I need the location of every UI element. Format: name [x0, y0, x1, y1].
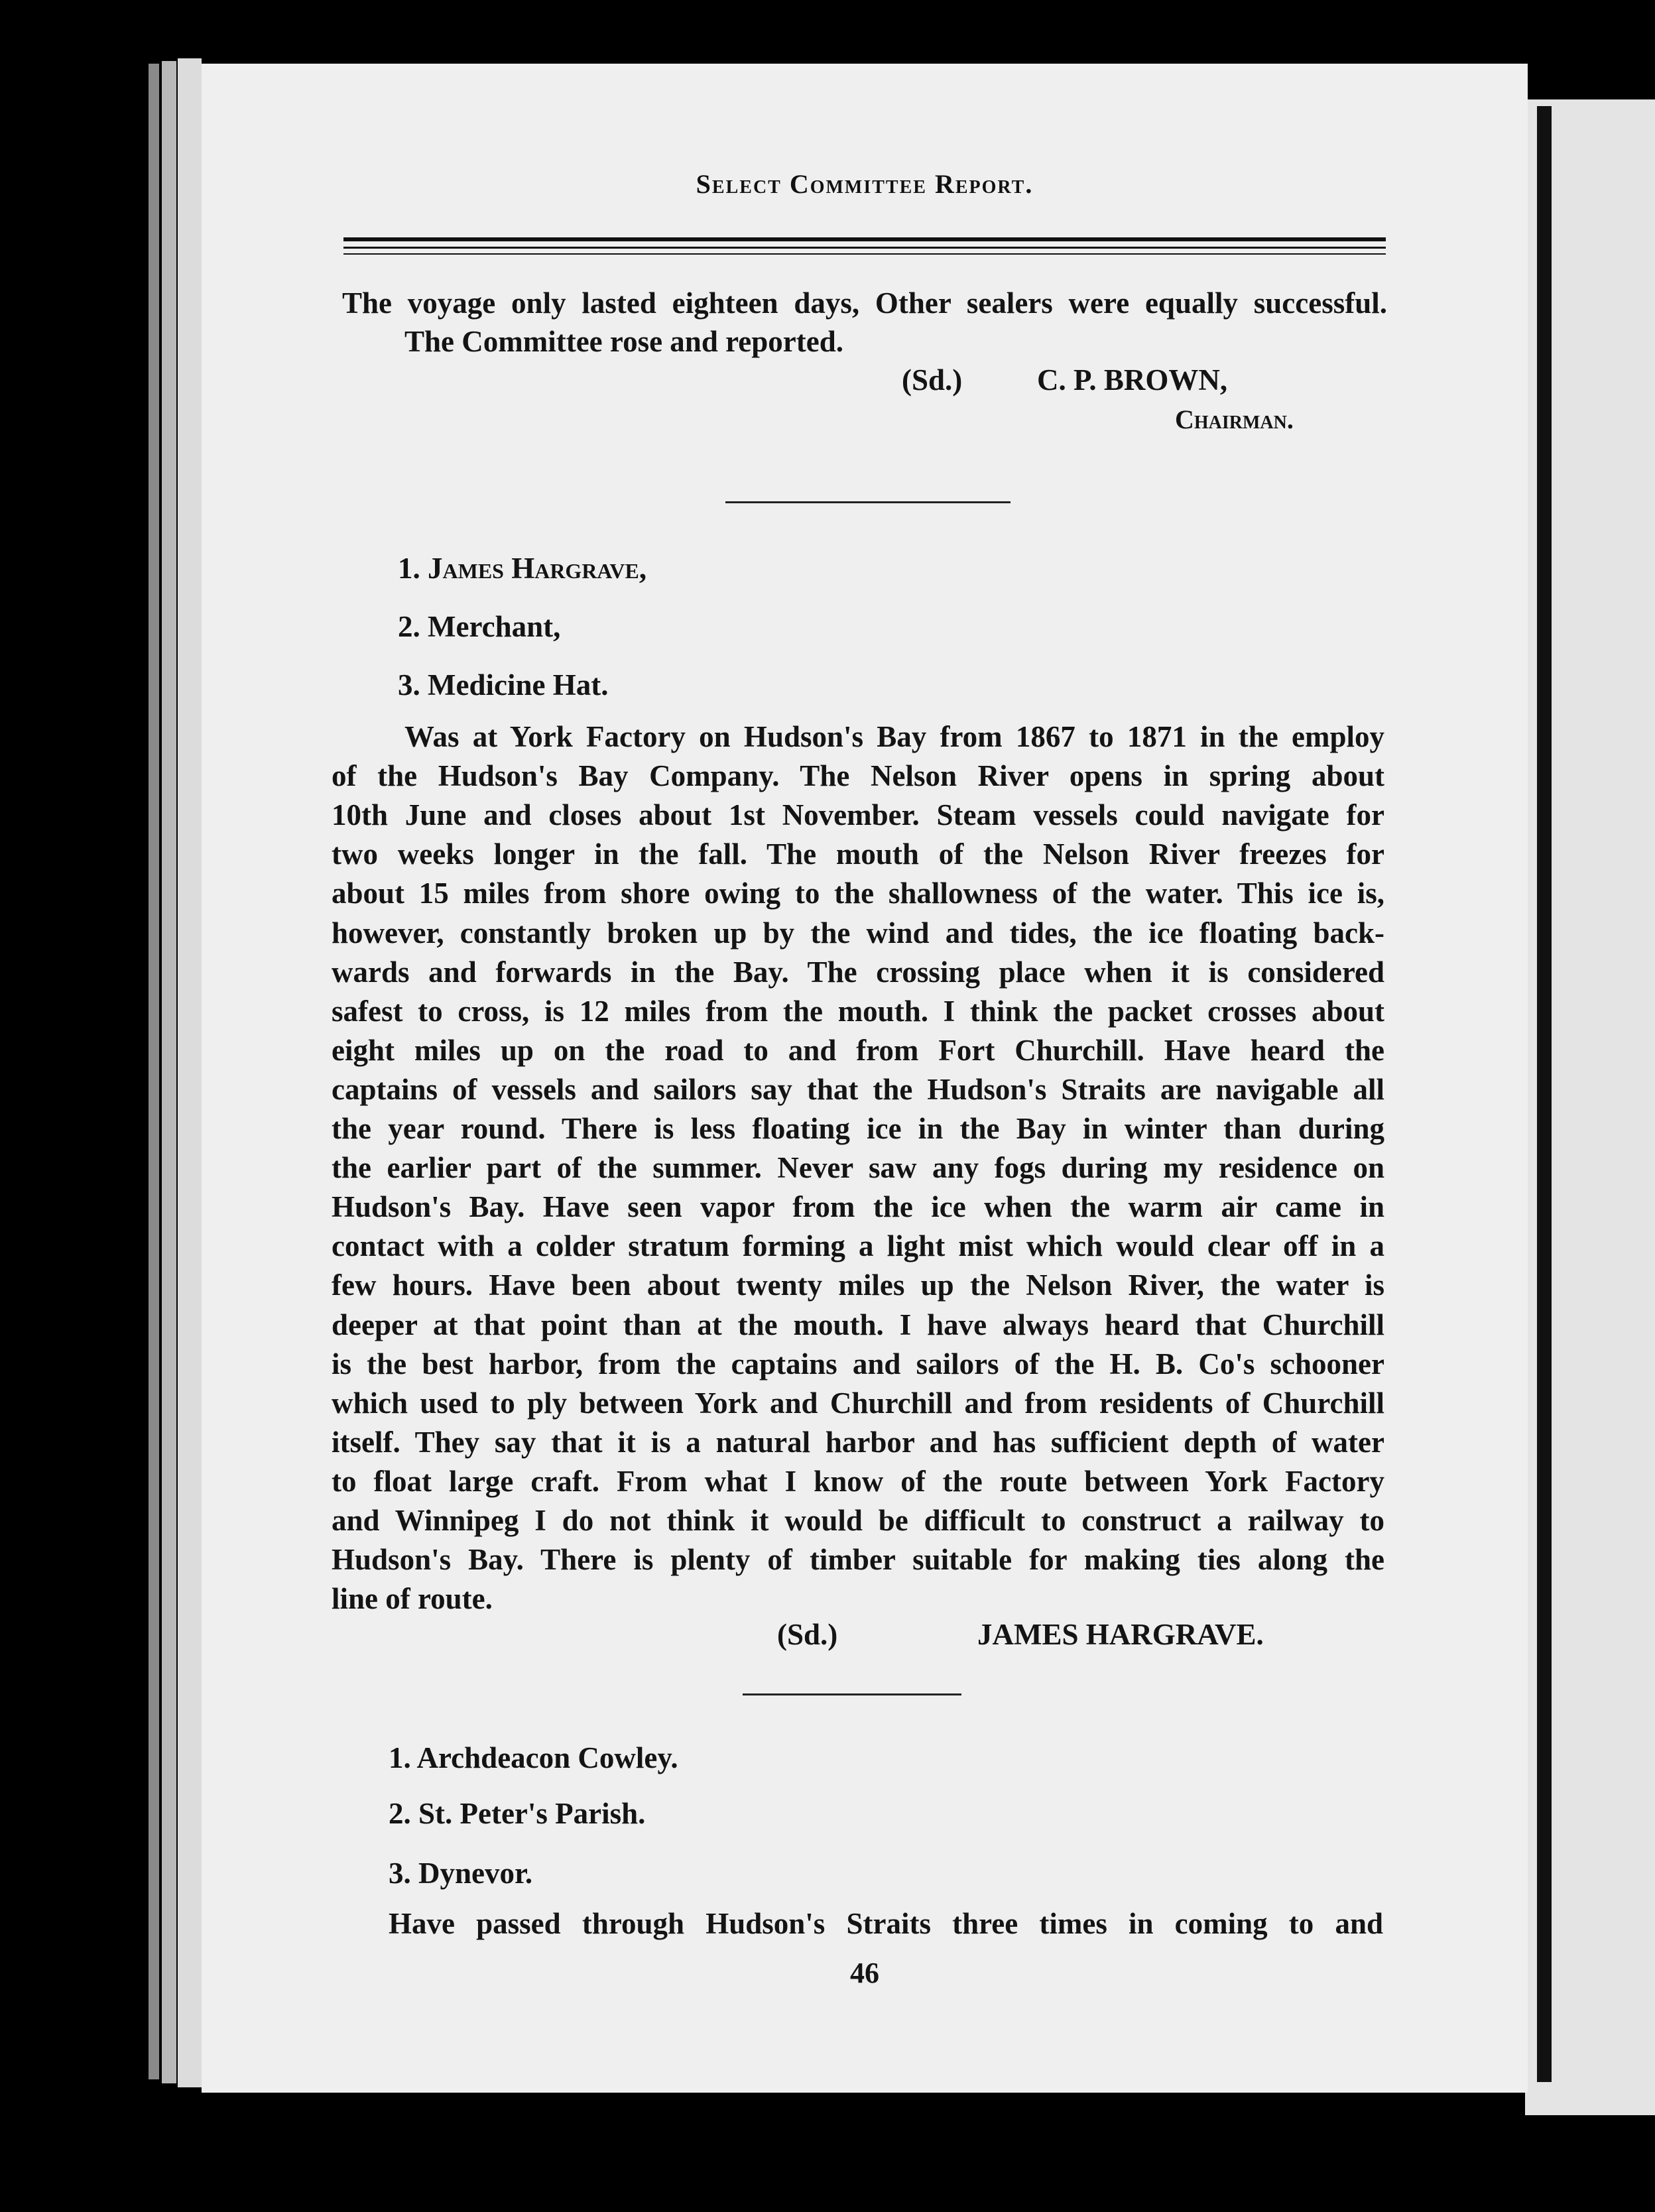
running-header: Select Committee Report. [696, 169, 1034, 199]
text-line: Hudson's Bay. There is plenty of timber suitable for making ties along the [332, 1543, 1384, 1576]
text-line: safest to cross, is 12 miles from the mouth. I think the packet crosses about [332, 995, 1384, 1028]
witness-name: 1. James Hargrave, [398, 552, 647, 585]
signer-name: JAMES HARGRAVE. [977, 1618, 1264, 1651]
witness-name: 1. Archdeacon Cowley. [389, 1741, 678, 1774]
text-line: about 15 miles from shore owing to the shallowness of the water. This ice is, [332, 877, 1384, 910]
text-line: Was at York Factory on Hudson's Bay from 1867 to 1871 in the employ [404, 720, 1384, 753]
text-line: line of route. [332, 1582, 493, 1615]
text-line: deeper at that point than at the mouth. I have always heard that Churchill [332, 1308, 1384, 1341]
book-edge [149, 64, 159, 2079]
text-line: two weeks longer in the fall. The mouth of the Nelson River freezes for [332, 837, 1384, 871]
text-line: The voyage only lasted eighteen days, Other sealers were equally successful. [342, 286, 1387, 320]
text-line: itself. They say that it is a natural harbor and has sufficient depth of water [332, 1426, 1384, 1459]
section-divider [743, 1693, 961, 1695]
signer-title: Chairman. [1175, 404, 1294, 434]
text-line: The Committee rose and reported. [404, 325, 843, 358]
text-line: Hudson's Bay. Have seen vapor from the ice when the warm air came in [332, 1190, 1384, 1223]
book-gutter [1537, 106, 1552, 2082]
witness-location: 3. Dynevor. [389, 1857, 533, 1890]
text-line: Have passed through Hudson's Straits three times in coming to and [389, 1907, 1383, 1940]
witness-residence: 3. Medicine Hat. [398, 668, 609, 702]
page-number: 46 [850, 1957, 879, 1989]
text-line: of the Hudson's Bay Company. The Nelson River opens in spring about [332, 759, 1384, 792]
text-line: is the best harbor, from the captains and sailors of the H. B. Co's schooner [332, 1347, 1384, 1381]
text-line: the year round. There is less floating ice in the Bay in winter than during [332, 1112, 1384, 1145]
text-line: wards and forwards in the Bay. The crossing place when it is considered [332, 955, 1384, 989]
text-line: which used to ply between York and Churchill and from residents of Churchill [332, 1386, 1384, 1420]
text-line: however, constantly broken up by the wind and tides, the ice floating back- [332, 916, 1384, 950]
document-page [202, 64, 1528, 2093]
text-line: few hours. Have been about twenty miles up the Nelson River, the water is [332, 1268, 1384, 1302]
signer-name: C. P. BROWN, [1037, 363, 1228, 397]
text-line: to float large craft. From what I know of the route between York Factory [332, 1465, 1384, 1498]
book-edge [162, 61, 176, 2083]
text-line: and Winnipeg I do not think it would be difficult to construct a railway to [332, 1504, 1384, 1537]
signature-prefix: (Sd.) [777, 1618, 838, 1651]
header-rule [343, 237, 1386, 241]
text-line: captains of vessels and sailors say that the Hudson's Straits are navigable all [332, 1073, 1384, 1106]
text-line: eight miles up on the road to and from Fort Churchill. Have heard the [332, 1034, 1384, 1067]
header-rule [343, 253, 1386, 255]
signature-prefix: (Sd.) [902, 363, 963, 397]
header-rule [343, 247, 1386, 249]
witness-residence: 2. St. Peter's Parish. [389, 1797, 646, 1830]
witness-occupation: 2. Merchant, [398, 610, 561, 643]
text-line: contact with a colder stratum forming a light mist which would clear off in a [332, 1229, 1384, 1262]
book-edge [178, 58, 202, 2087]
text-line: 10th June and closes about 1st November. Steam vessels could navigate for [332, 798, 1384, 831]
section-divider [725, 501, 1011, 503]
text-line: the earlier part of the summer. Never saw any fogs during my residence on [332, 1151, 1384, 1184]
